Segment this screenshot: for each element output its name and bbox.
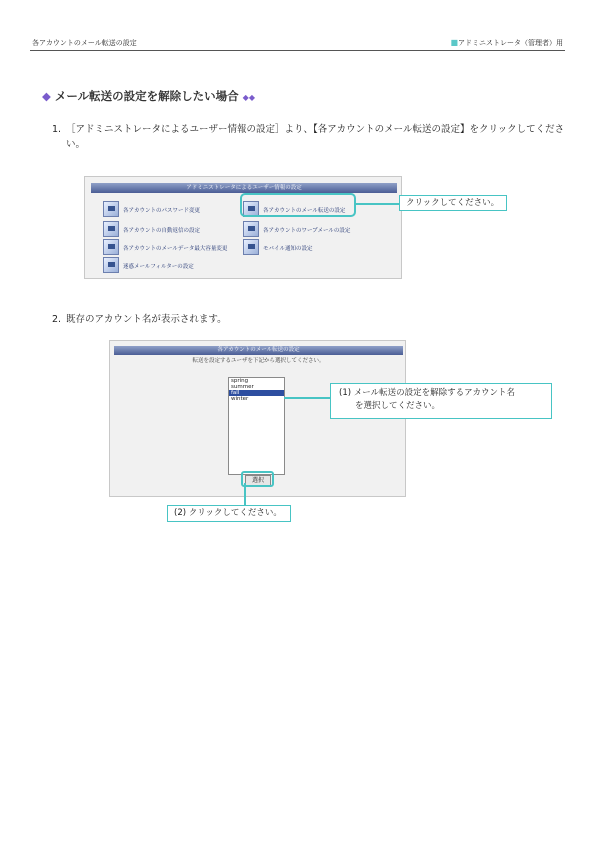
section-title [42,88,255,104]
dialog-title-bar: 各アカウントのメール転送の設定 [114,346,403,355]
mobile-icon [243,239,259,255]
header-audience-label: アドミニストレータ（管理者）用 [458,39,563,47]
filter-icon [103,257,119,273]
callout-click-button: (2) クリックしてください。 [167,505,291,522]
step-number: 2. [52,314,62,325]
header-audience [450,36,563,50]
step-text: ［アドミニストレータによるユーザー情報の設定］より、【各アカウントのメール転送の設定】をクリックしてください。 [66,124,565,150]
menu-item-label: 迷惑メールフィルターの設定 [123,264,194,270]
callout-line: を選択してください。 [355,401,441,411]
menu-item-label: 各アカウントのメール転送の設定 [263,208,346,214]
key-icon [103,201,119,217]
dialog-instruction: 転送を設定するユーザを下記から選択してください。 [192,358,325,364]
step-2 [52,312,546,327]
page-header [30,36,565,51]
step-number: 1. [52,124,62,135]
square-icon: ■ [450,38,458,47]
menu-item-label: モバイル通知の設定 [263,246,313,252]
menu-item-label: 各アカウントのワープメールの設定 [263,228,351,234]
account-listbox[interactable] [228,377,285,475]
diamond-small-icon: ◆◆ [242,93,255,102]
account-option[interactable]: winter [231,396,249,402]
select-button[interactable]: 選択 [245,475,271,487]
warp-mail-icon [243,221,259,237]
menu-title-bar: アドミニストレータによるユーザー情報の設定 [91,183,397,193]
section-title-text: メール転送の設定を解除したい場合 [54,89,239,103]
highlight-ring [240,193,356,217]
autoreply-icon [103,221,119,237]
account-option-selected[interactable]: fall [229,390,284,396]
callout-connector [356,203,399,205]
account-option[interactable]: summer [231,384,254,390]
callout-select-account [330,383,552,419]
menu-item-label: 各アカウントのパスワード変更 [123,208,200,214]
step-1 [52,122,566,152]
callout-click: クリックしてください。 [399,195,507,211]
header-title: 各アカウントのメール転送の設定 [32,39,137,47]
callout-connector [244,483,246,505]
callout-line: (1) メール転送の設定を解除するアカウント名 [339,388,515,398]
diamond-icon: ◆ [42,89,51,103]
storage-icon [103,239,119,255]
account-option[interactable]: spring [231,378,249,384]
callout-connector [284,397,330,399]
menu-item-label: 各アカウントのメールデータ最大容量変更 [123,246,228,252]
step-text: 既存のアカウント名が表示されます。 [66,314,227,325]
menu-item-label: 各アカウントの自動返信の設定 [123,228,200,234]
user-settings-menu-screenshot [84,176,402,279]
